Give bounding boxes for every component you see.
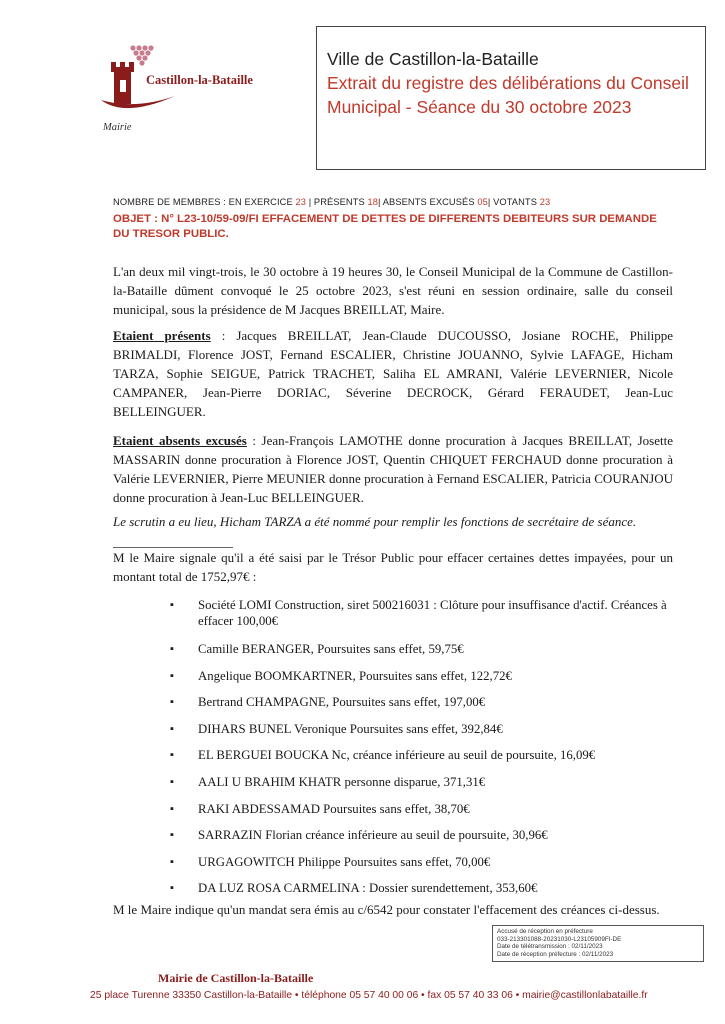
absents-label: | ABSENTS EXCUSÉS xyxy=(378,197,475,207)
debts-list xyxy=(170,597,690,907)
presents-label-text: Etaient présents xyxy=(113,328,211,343)
stamp-line: Accusé de réception en préfecture xyxy=(497,928,593,935)
stamp-line: Date de télétransmission : 02/11/2023 xyxy=(497,943,603,951)
stamp-line: Date de réception préfecture : 02/11/2023 xyxy=(497,950,614,958)
signale-paragraph: M le Maire signale qu'il a été saisi par le Trésor Public pour effacer certaines dettes impayées, pour un montant total de 1752,97€ : xyxy=(113,550,673,584)
list-item: ▪ EL BERGUEI BOUCKA Nc, créance inférieure au seuil de poursuite, 16,09€ xyxy=(170,747,690,763)
list-item: ▪ AALI U BRAHIM KHATR personne disparue, 371,31€ xyxy=(170,774,690,790)
absents-list: : Jean-François LAMOTHE donne procuration à Jacques BREILLAT, Josette MASSARIN donne procuration à Florence JOST, Quentin CHIQUET FERCHAUD donne procuration à Valérie LEVERNIER, Pierre MEUNIER donne procuration à Fernand ESCALIER, Patricia COURANJOU donne procuration à Jean-Luc BELLEINGUER. xyxy=(113,433,673,505)
presents-list: : Jacques BREILLAT, Jean-Claude DUCOUSSO, Josiane ROCHE, Philippe BRIMALDI, Florence JOST, Fernand ESCALIER, Christine JOUANNO, Sylvie LAFAGE, Hicham TARZA, Sophie SEIGUE, Patrick TRACHET, Saliha EL AMRANI, Valérie LEVERNIER, Nicole CAMPANER, Jean-Pierre DORIAC, Séverine DECROCK, Gérard FERAUDET, Jean-Luc BELLEINGUER. xyxy=(113,328,673,419)
absents-paragraph xyxy=(113,431,673,507)
members-absents: 05 xyxy=(477,197,488,207)
presents-label: | PRÉSENTS xyxy=(308,197,365,207)
stamp-line: 033-213301088-20231030-L23105909FI-DE xyxy=(497,935,622,943)
absents-label-text: Etaient absents excusés xyxy=(113,433,247,448)
list-item: ▪ DA LUZ ROSA CARMELINA : Dossier surendettement, 353,60€ xyxy=(170,880,690,896)
title-city: Ville de Castillon-la-Bataille xyxy=(327,49,539,69)
members-count xyxy=(113,197,550,207)
members-label: NOMBRE DE MEMBRES : EN EXERCICE xyxy=(113,197,293,207)
logo-subtitle: Mairie xyxy=(103,122,132,133)
list-item: ▪ Camille BERANGER, Poursuites sans effet, 59,75€ xyxy=(170,641,690,657)
members-exercice: 23 xyxy=(295,197,307,207)
list-item: ▪ RAKI ABDESSAMAD Poursuites sans effet, 38,70€ xyxy=(170,801,690,817)
intro-paragraph: L'an deux mil vingt-trois, le 30 octobre à 19 heures 30, le Conseil Municipal de la Commune de Castillon-la-Bataille dûment convoqué le 25 octobre 2023, s'est réuni en session ordinaire, salle du conseil municipal, sous la présidence de M Jacques BREILLAT, Maire. xyxy=(113,264,673,317)
objet-heading: OBJET : N° L23-10/59-09/FI EFFACEMENT DE DETTES DE DIFFERENTS DEBITEURS SUR DEMANDE DU TRESOR PUBLIC. xyxy=(113,213,657,240)
footer-address: 25 place Turenne 33350 Castillon-la-Bataille • téléphone 05 57 40 00 06 • fax 05 57 40 33 06 • mairie@castillonlabataille.fr xyxy=(90,990,648,1001)
members-presents: 18 xyxy=(367,197,379,207)
mandat-paragraph: M le Maire indique qu'un mandat sera émis au c/6542 pour constater l'effacement des créances ci-dessus. xyxy=(113,902,660,917)
votants-label: | VOTANTS xyxy=(487,197,538,207)
title-extract: Extrait du registre des délibérations du Conseil Municipal - Séance du 30 octobre 2023 xyxy=(327,73,689,117)
list-item: ▪ Angelique BOOMKARTNER, Poursuites sans effet, 122,72€ xyxy=(170,668,690,684)
list-item: ▪ Bertrand CHAMPAGNE, Poursuites sans effet, 197,00€ xyxy=(170,694,690,710)
footer-name: Mairie de Castillon-la-Bataille xyxy=(158,971,314,985)
list-item: ▪ Société LOMI Construction, siret 500216031 : Clôture pour insuffisance d'actif. Créances à effacer 100,00€ xyxy=(170,597,690,629)
title-box xyxy=(316,26,706,170)
presents-paragraph xyxy=(113,326,673,421)
members-votants: 23 xyxy=(539,197,551,207)
logo-name: Castillon-la-Bataille xyxy=(146,73,253,87)
list-item: ▪ SARRAZIN Florian créance inférieure au seuil de poursuite, 30,96€ xyxy=(170,827,690,843)
list-item: ▪ DIHARS BUNEL Veronique Poursuites sans effet, 392,84€ xyxy=(170,721,690,737)
scrutin-paragraph: Le scrutin a eu lieu, Hicham TARZA a été nommé pour remplir les fonctions de secrétaire de séance. xyxy=(113,514,637,529)
list-item: ▪ URGAGOWITCH Philippe Poursuites sans effet, 70,00€ xyxy=(170,854,690,870)
prefecture-stamp xyxy=(492,925,704,962)
